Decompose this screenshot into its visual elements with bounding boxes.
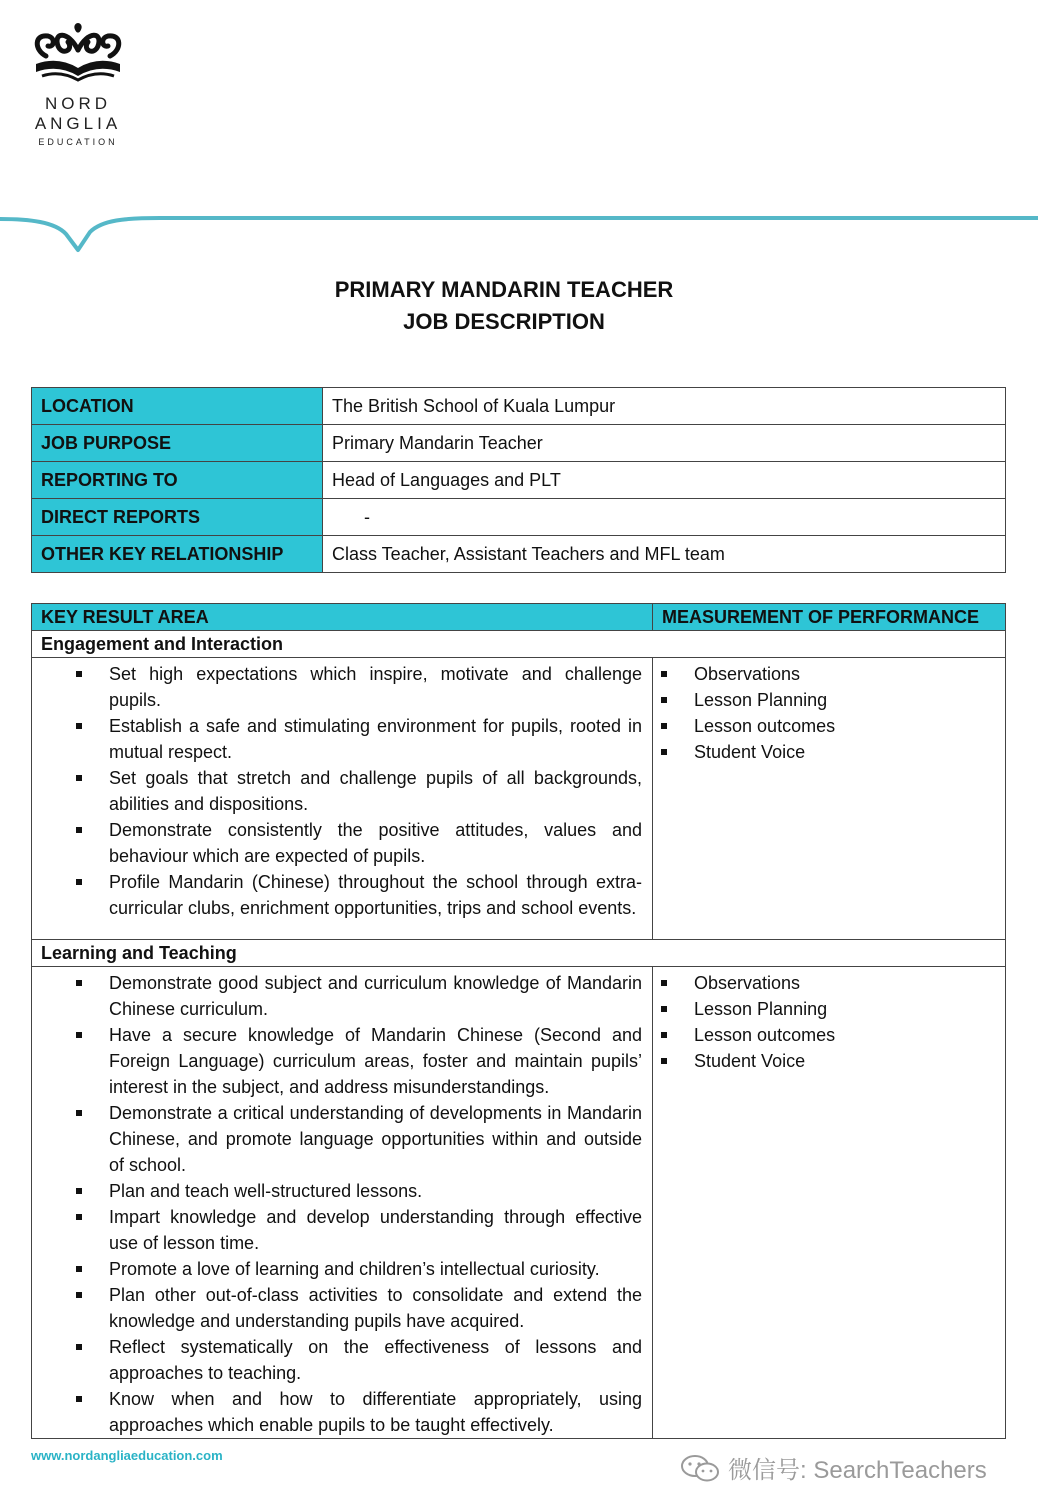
- watermark-text: 微信号: SearchTeachers: [728, 1457, 987, 1484]
- list-item: Observations: [661, 661, 997, 687]
- wechat-icon: [680, 1453, 720, 1483]
- info-value: Class Teacher, Assistant Teachers and MFL team: [323, 536, 1006, 573]
- list-item: Demonstrate a critical understanding of developments in Mandarin Chinese, and promote language opportunities within and outside of school.: [42, 1100, 642, 1178]
- info-value: [323, 499, 1006, 536]
- measurement-cell: [653, 967, 1006, 1439]
- kra-header-left: KEY RESULT AREA: [32, 604, 653, 631]
- kra-header-right: MEASUREMENT OF PERFORMANCE: [653, 604, 1006, 631]
- list-item: Set goals that stretch and challenge pupils of all backgrounds, abilities and dispositions.: [42, 765, 642, 817]
- list-item: Demonstrate good subject and curriculum knowledge of Mandarin Chinese curriculum.: [42, 970, 642, 1022]
- measurement-cell: [653, 658, 1006, 940]
- list-item: Know when and how to differentiate appropriately, using approaches which enable pupils to be taught effectively.: [42, 1386, 642, 1438]
- list-item: Student Voice: [661, 739, 997, 765]
- section-content-row: [32, 658, 1006, 940]
- list-item: Set high expectations which inspire, motivate and challenge pupils.: [42, 661, 642, 713]
- list-item: Student Voice: [661, 1048, 997, 1074]
- list-item: Promote a love of learning and children’s intellectual curiosity.: [42, 1256, 642, 1282]
- key-result-area-table: [31, 603, 1006, 1439]
- info-value: Primary Mandarin Teacher: [323, 425, 1006, 462]
- list-item: Plan other out-of-class activities to consolidate and extend the knowledge and understanding pupils have acquired.: [42, 1282, 642, 1334]
- info-label: REPORTING TO: [32, 462, 323, 499]
- section-title-row: [32, 631, 1006, 658]
- list-item: Lesson outcomes: [661, 1022, 997, 1048]
- info-value: Head of Languages and PLT: [323, 462, 1006, 499]
- logo-word-anglia: ANGLIA: [34, 114, 122, 133]
- info-label: JOB PURPOSE: [32, 425, 323, 462]
- info-label: LOCATION: [32, 388, 323, 425]
- list-item: Profile Mandarin (Chinese) throughout the school through extra-curricular clubs, enrichment opportunities, trips and school events.: [42, 869, 642, 921]
- section-title: Learning and Teaching: [32, 940, 1006, 967]
- document-title: [0, 274, 1008, 338]
- info-label: OTHER KEY RELATIONSHIP: [32, 536, 323, 573]
- list-item: Plan and teach well-structured lessons.: [42, 1178, 642, 1204]
- list-item: Lesson Planning: [661, 687, 997, 713]
- list-item: Lesson Planning: [661, 996, 997, 1022]
- logo: [22, 20, 134, 148]
- logo-word-nord: NORD: [44, 94, 112, 113]
- key-result-cell: [32, 658, 653, 940]
- title-line-2: JOB DESCRIPTION: [403, 309, 605, 334]
- info-row-reporting-to: [32, 462, 1006, 499]
- list-item: Lesson outcomes: [661, 713, 997, 739]
- info-row-other-key-relationship: [32, 536, 1006, 573]
- info-value: The British School of Kuala Lumpur: [323, 388, 1006, 425]
- list-item: Establish a safe and stimulating environment for pupils, rooted in mutual respect.: [42, 713, 642, 765]
- info-value-text: -: [364, 506, 370, 527]
- list-item: Reflect systematically on the effectiveness of lessons and approaches to teaching.: [42, 1334, 642, 1386]
- list-item: Have a secure knowledge of Mandarin Chinese (Second and Foreign Language) curriculum areas, foster and maintain pupils’ interest in the subject, and address misunderstandings.: [42, 1022, 642, 1100]
- header-wave-divider: [0, 208, 1038, 258]
- info-label: DIRECT REPORTS: [32, 499, 323, 536]
- job-info-table: [31, 387, 1006, 573]
- watermark: [680, 1450, 987, 1485]
- section-content-row: [32, 967, 1006, 1439]
- crown-book-emblem-icon: [28, 20, 128, 90]
- footer-website-link[interactable]: www.nordangliaeducation.com: [31, 1448, 223, 1463]
- info-row-direct-reports: [32, 499, 1006, 536]
- kra-header-row: [32, 604, 1006, 631]
- measurement-list: [661, 970, 997, 1074]
- section-title: Engagement and Interaction: [32, 631, 1006, 658]
- key-result-list: [42, 661, 642, 921]
- info-row-job-purpose: [32, 425, 1006, 462]
- key-result-cell: [32, 967, 653, 1439]
- info-row-location: [32, 388, 1006, 425]
- section-title-row: [32, 940, 1006, 967]
- list-item: Impart knowledge and develop understanding through effective use of lesson time.: [42, 1204, 642, 1256]
- title-line-1: PRIMARY MANDARIN TEACHER: [334, 277, 674, 302]
- logo-word-education: EDUCATION: [38, 137, 118, 147]
- measurement-list: [661, 661, 997, 765]
- key-result-list: [42, 970, 642, 1438]
- list-item: Demonstrate consistently the positive attitudes, values and behaviour which are expected of pupils.: [42, 817, 642, 869]
- list-item: Observations: [661, 970, 997, 996]
